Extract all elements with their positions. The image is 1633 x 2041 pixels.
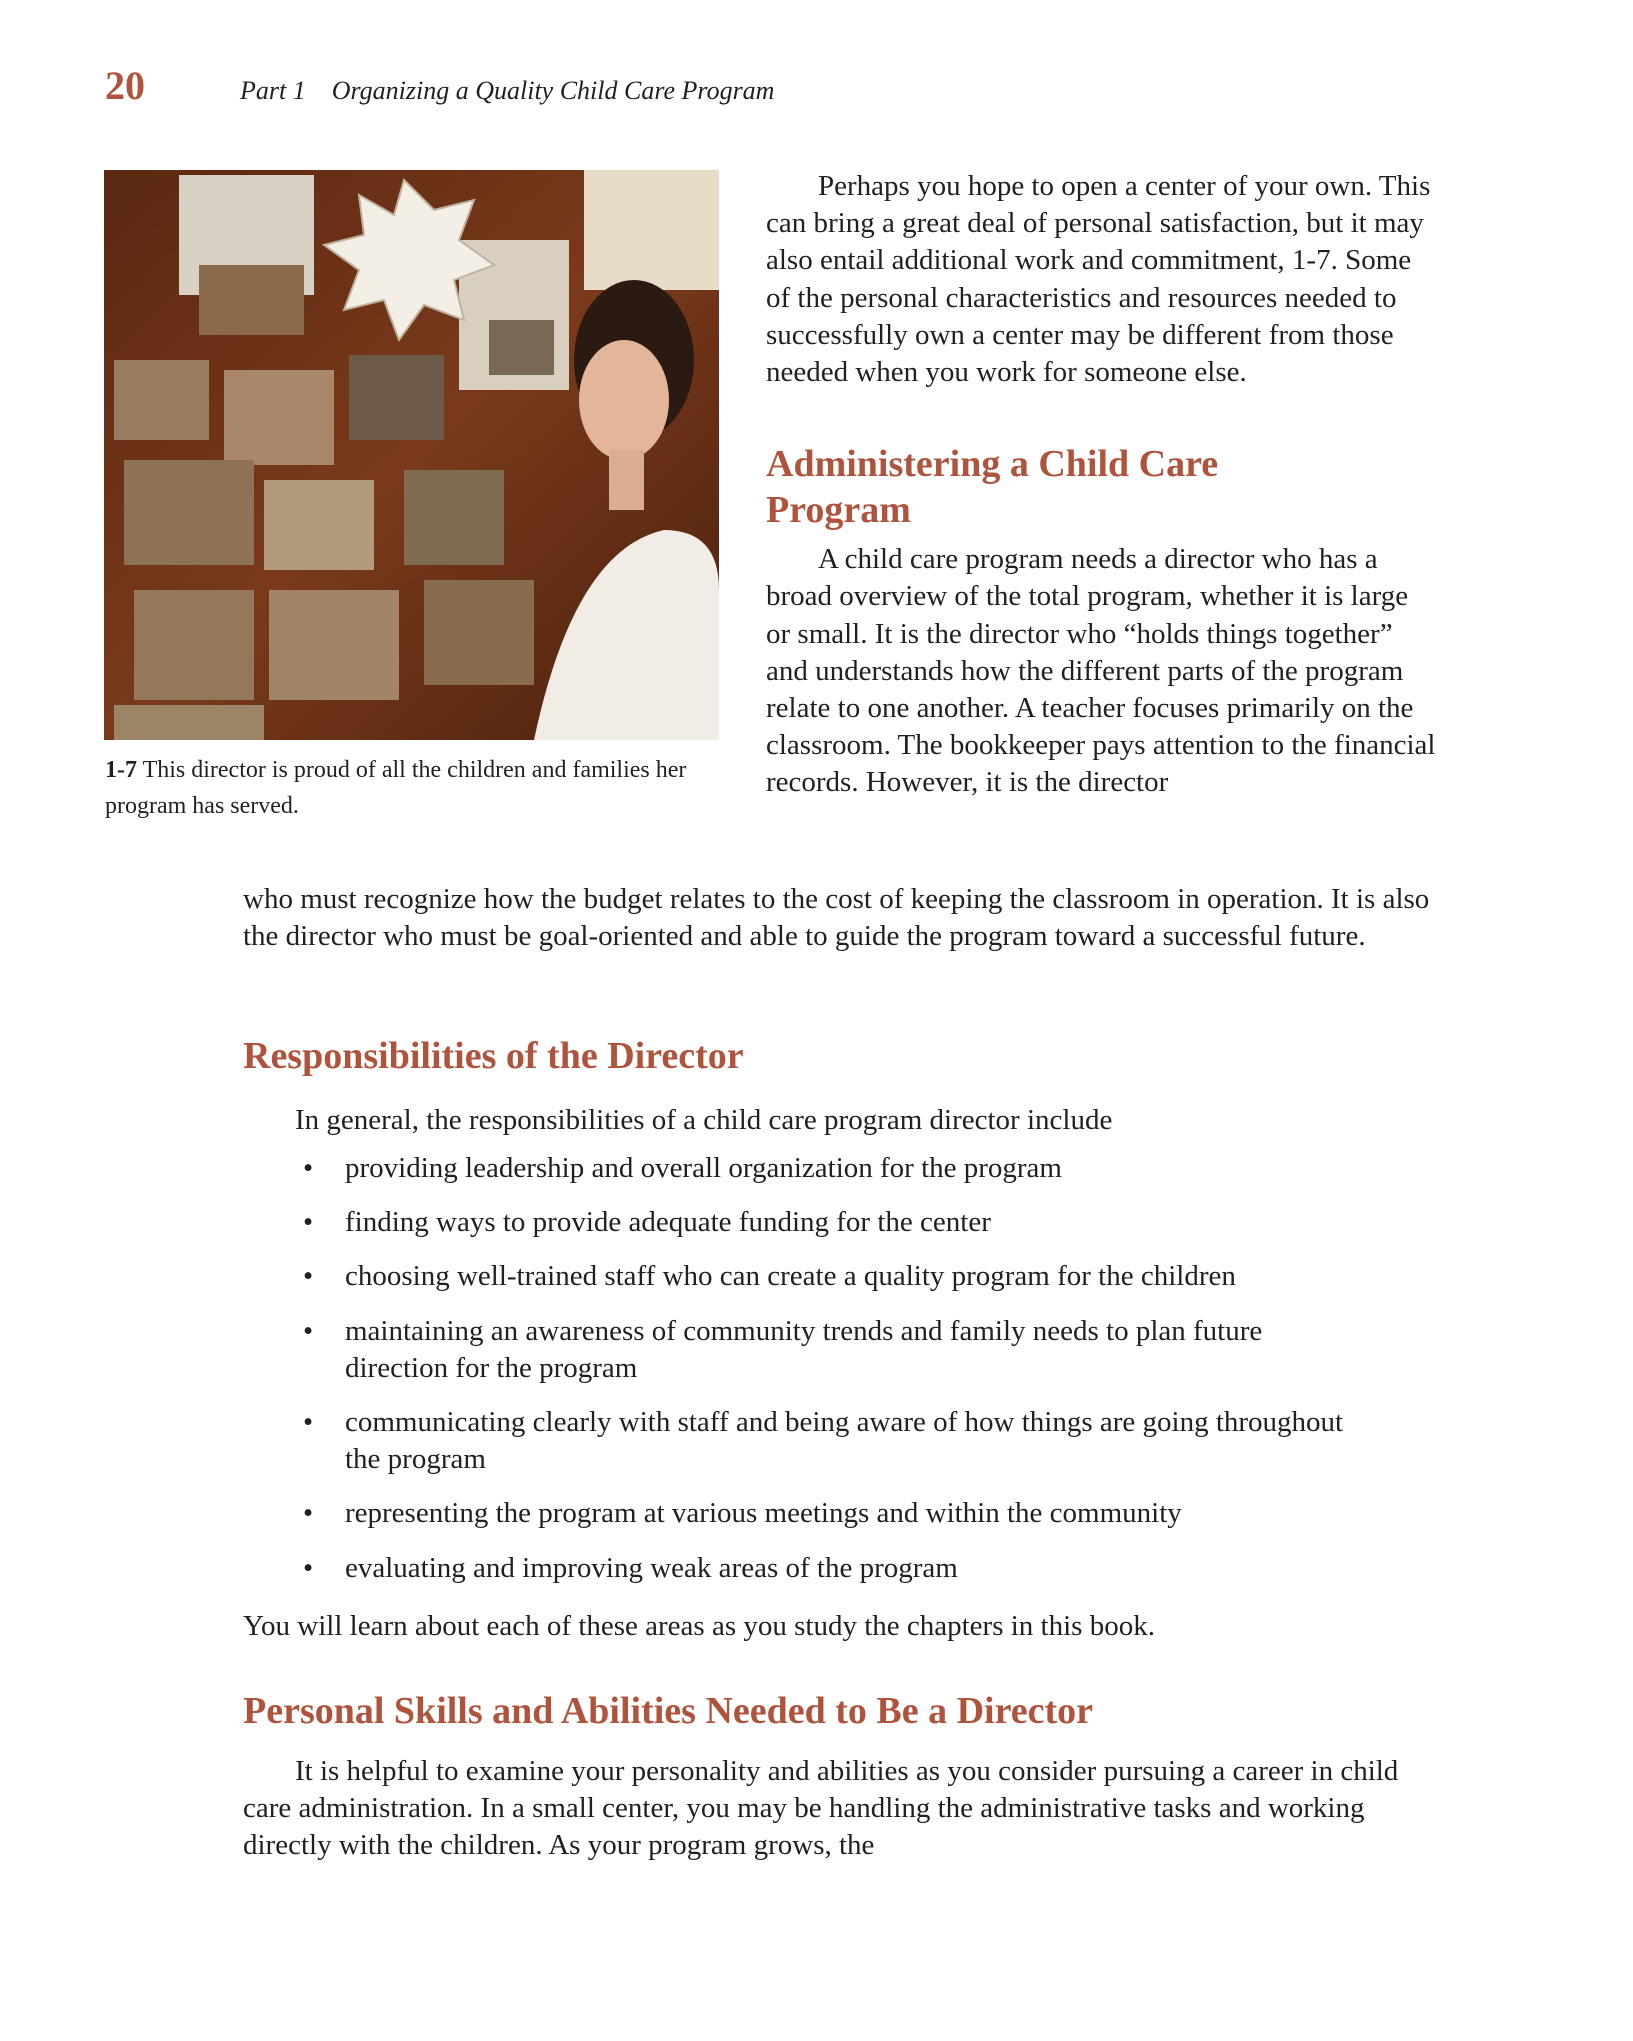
- list-item-text: maintaining an awareness of community trends and family needs to plan future direction for the program: [345, 1314, 1263, 1384]
- list-item-text: representing the program at various meetings and within the community: [345, 1497, 1182, 1530]
- intro-paragraph: Perhaps you hope to open a center of your own. This can bring a great deal of personal satisfaction, but it may also entail additional work and commitment, 1-7. Some of the personal characteristics and resources needed to successfully own a center may be different from those needed when you work for someone else.: [766, 170, 1431, 389]
- responsibilities-list: [300, 1150, 1450, 1604]
- heading-administering: Administering a Child Care Program: [766, 443, 1219, 532]
- bullet-icon: •: [303, 1314, 314, 1347]
- heading-responsibilities: Responsibilities of the Director: [243, 1035, 744, 1077]
- heading-skills: Personal Skills and Abilities Needed to Be a Director: [243, 1690, 1094, 1732]
- administering-paragraph-continued-text: who must recognize how the budget relates to the cost of keeping the classroom in operation. It is also the director who must be goal-oriented and able to guide the program toward a successful future.: [243, 883, 1430, 953]
- caption-text: This director is proud of all the children and families her program has served.: [105, 757, 687, 819]
- list-item: [300, 1313, 1345, 1387]
- running-header: Part 1 Organizing a Quality Child Care Program: [240, 76, 775, 105]
- caption-number: 1-7: [105, 757, 137, 783]
- figure-caption: [105, 752, 730, 824]
- bullet-icon: •: [303, 1551, 314, 1584]
- list-item: [300, 1258, 1450, 1295]
- responsibilities-intro: In general, the responsibilities of a child care program director include: [295, 1104, 1113, 1136]
- bullet-icon: •: [303, 1406, 314, 1439]
- figure-photo: [104, 170, 719, 740]
- list-item: [300, 1550, 1450, 1587]
- photo-illustration: [104, 170, 719, 740]
- bullet-icon: •: [303, 1152, 314, 1184]
- administering-paragraph-continued: [243, 881, 1443, 955]
- bullet-icon: •: [303, 1260, 314, 1293]
- bullet-icon: •: [303, 1206, 314, 1239]
- administering-paragraph: A child care program needs a director who has a broad overview of the total program, whether it is large or small. It is the director who “holds things together” and understands how the different parts of the program relate to one another. A teacher focuses primarily on the classroom. The bookkeeper pays attention to the financial records. However, it is the director: [766, 543, 1436, 799]
- bullet-icon: •: [303, 1497, 314, 1530]
- list-item-text: finding ways to provide adequate funding for the center: [345, 1206, 991, 1239]
- list-item-text: providing leadership and overall organization for the program: [345, 1152, 1062, 1184]
- right-column: [766, 168, 1436, 802]
- list-item: [300, 1150, 1450, 1187]
- list-item: [300, 1404, 1345, 1478]
- skills-paragraph: It is helpful to examine your personality and abilities as you consider pursuing a career in child care administration. In a small center, you may be handling the administrative tasks and working directly with the children. As your program grows, the: [243, 1755, 1399, 1862]
- list-item-text: evaluating and improving weak areas of the program: [345, 1551, 958, 1584]
- responsibilities-summary: You will learn about each of these areas as you study the chapters in this book.: [243, 1610, 1155, 1642]
- list-item: [300, 1204, 1450, 1241]
- list-item-text: choosing well-trained staff who can create a quality program for the children: [345, 1260, 1236, 1293]
- page-number: 20: [105, 63, 145, 108]
- list-item-text: communicating clearly with staff and being aware of how things are going throughout the program: [345, 1406, 1344, 1476]
- list-item: [300, 1495, 1450, 1532]
